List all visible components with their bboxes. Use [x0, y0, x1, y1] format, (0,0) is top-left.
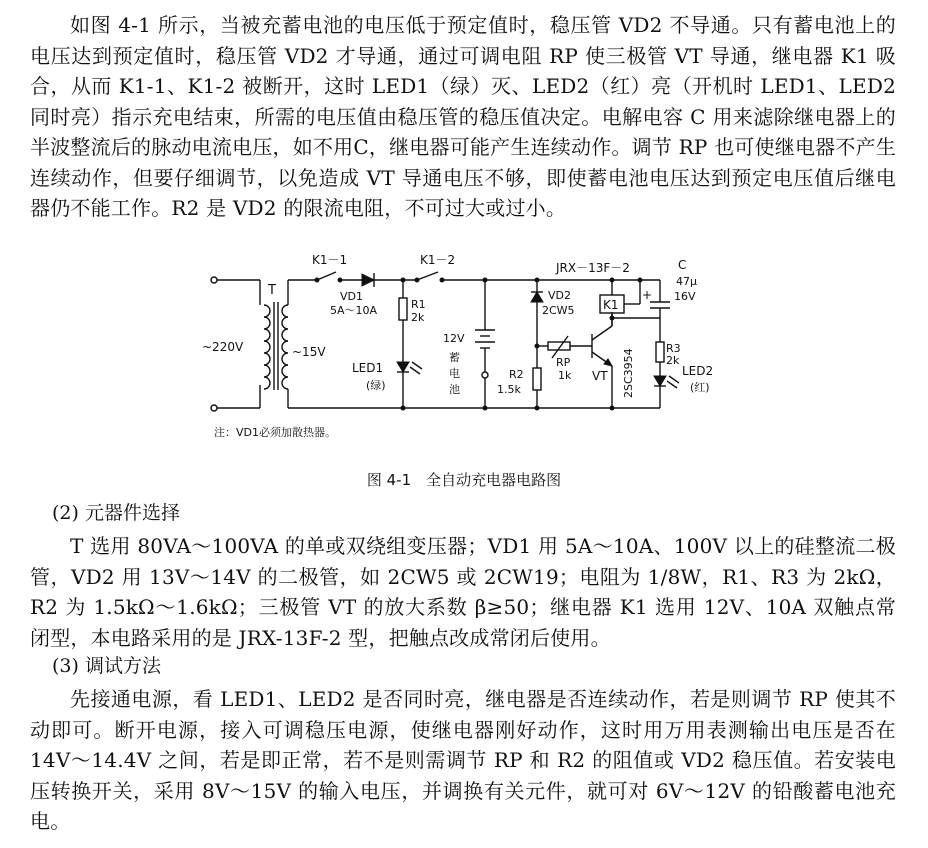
circuit-diagram — [200, 250, 740, 445]
transformer-label: T — [268, 283, 276, 298]
transistor-model: 2SC3954 — [622, 348, 635, 398]
r2-value: 1.5k — [497, 383, 521, 396]
ac-input-label: ~220V — [202, 340, 244, 354]
capacitor-label: C — [678, 258, 687, 272]
led2-label: LED2 — [682, 364, 714, 378]
paragraph-debugging: 先接通电源，看 LED1、LED2 是否同时亮，继电器是否连续动作，若是则调节 RP 使其不动即可。断开电源，接入可调稳压电源，使继电器刚好动作，这时用万用表测输出电压是否在 14V～14.4V 之间，若是即正常，若不是则需调节 RP 和 R2 的阻值或 VD2 稳压值。若安装电压转换开关，采用 8V～15V 的输入电压，并调换有关元件，就可对 6V～12V 的铅酸蓄电池充电。 — [30, 687, 896, 833]
transformer — [264, 283, 326, 390]
vt-label: VT — [592, 369, 608, 383]
relay-contact-k1-2 — [415, 253, 455, 282]
rp-label: RP — [556, 356, 571, 369]
battery-12v — [443, 278, 495, 410]
relay-model-label: JRX－13F－2 — [556, 261, 630, 275]
resistor-r1 — [399, 298, 407, 320]
transistor-vt — [592, 312, 635, 410]
capacitor-value: 47μ — [676, 275, 697, 288]
r3-label: R3 — [666, 342, 681, 355]
led1-color: (绿) — [366, 379, 386, 392]
terminal-bottom — [211, 405, 217, 411]
vd1-label: VD1 — [340, 290, 363, 303]
vd2-model: 2CW5 — [542, 304, 575, 317]
section-heading-components: (2) 元器件选择 — [52, 502, 180, 524]
section-heading-debugging: (3) 调试方法 — [52, 655, 161, 677]
secondary-voltage-label: ~15V — [292, 345, 326, 359]
rp-value: 1k — [558, 369, 572, 382]
battery-char-2: 电 — [449, 367, 460, 380]
paragraph-components: T 选用 80VA～100VA 的单或双绕组变压器；VD1 用 5A～10A、100V 以上的硅整流二极管，VD2 用 13V～14V 的二极管，如 2CW5 或 2CW19；电阻为 1/8W，R1、R3 为 2kΩ，R2 为 1.5kΩ～1.6kΩ；三极管 VT 的放大系数 β≥50；继电器 K1 选用 12V、10A 双触点常闭型，本电路采用的是 JRX-13F-2 型，把触点改成常闭后使用。 — [30, 534, 896, 650]
led2-color: (红) — [690, 381, 710, 394]
mains-input — [202, 277, 260, 411]
figure-caption: 图 4-1 全自动充电器电路图 — [366, 471, 562, 489]
diagram-note: 注：VD1必须加散热器。 — [214, 426, 336, 439]
terminal-top — [211, 277, 217, 283]
resistor-r3 — [656, 342, 664, 362]
led1-label: LED1 — [352, 361, 384, 375]
capacitor-voltage: 16V — [674, 290, 696, 303]
vd1-rating: 5A～10A — [330, 304, 378, 317]
zener-vd2-branch — [497, 278, 592, 410]
paragraph-circuit-description: 如图 4-1 所示，当被充蓄电池的电压低于预定值时，稳压管 VD2 不导通。只有蓄电池上的电压达到预定值时，稳压管 VD2 才导通，通过可调电阻 RP 使三极管 VT 导通，继电器 K1 吸合，从而 K1-1、K1-2 被断开，这时 LED1（绿）灭、LED2（红）亮（开机时 LED1、LED2 同时亮）指示充电结束，所需的电压值由稳压管的稳压值决定。电解电容 C 用来滤除继电器上的半波整流后的脉动电流电压，如不用C，继电器可能产生连续动作。调节 RP 也可使继电器不产生连续动作，但要仔细调节，以免造成 VT 导通电压不够，即使蓄电池电压达到预定电压值后继电器仍不能工作。R2 是 VD2 的限流电阻，不可过大或过小。 — [30, 13, 896, 220]
capacitor-plus: + — [642, 288, 653, 302]
r1-label: R1 — [411, 298, 426, 311]
r2-label: R2 — [509, 368, 524, 381]
r1-value: 2k — [411, 311, 425, 324]
k1-2-label: K1－2 — [420, 253, 456, 267]
r1-led1-branch — [352, 278, 426, 410]
zener-vd2-icon — [531, 292, 543, 302]
k1-1-label: K1－1 — [312, 253, 348, 267]
r3-value: 2k — [666, 354, 680, 367]
battery-char-1: 蓄 — [449, 351, 460, 364]
battery-voltage: 12V — [443, 332, 465, 345]
led1-icon — [397, 362, 409, 372]
relay-k1-label: K1 — [603, 298, 619, 312]
vd2-label: VD2 — [548, 289, 571, 302]
resistor-r2 — [533, 368, 541, 390]
led2-icon — [654, 376, 666, 386]
relay-contact-k1-1 — [312, 253, 347, 282]
battery-char-3: 池 — [449, 383, 460, 396]
